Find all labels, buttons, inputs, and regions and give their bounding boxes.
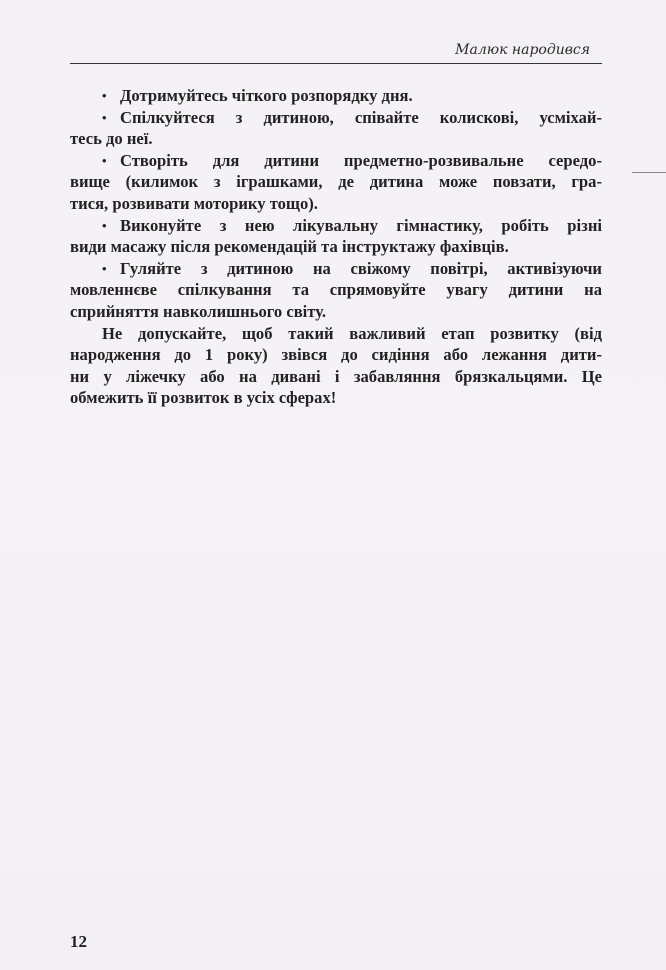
- line-text: народження до 1 року) звівся до сидіння або лежання дити-: [70, 345, 602, 365]
- bullet-item-line: [70, 258, 602, 280]
- header-rule: [70, 63, 602, 64]
- bullet-item-line: [70, 128, 602, 150]
- page-edge-mark: [632, 172, 666, 173]
- line-text: Виконуйте з нею лікувальну гімнастику, робіть різні: [120, 215, 602, 235]
- line-text: тися, розвивати моторику тощо).: [70, 193, 318, 213]
- bullet-icon: •: [102, 217, 107, 233]
- bullet-icon: •: [102, 260, 107, 276]
- paragraph-line: [70, 344, 602, 366]
- line-text: сприйняття навколишнього світу.: [70, 301, 326, 321]
- line-text: тесь до неї.: [70, 129, 153, 149]
- paragraph-line: [70, 323, 602, 345]
- line-text: Гуляйте з дитиною на свіжому повітрі, активізуючи: [120, 258, 602, 278]
- page-number: 12: [70, 932, 87, 951]
- bullet-item-line: [70, 215, 602, 237]
- bullet-icon: •: [102, 152, 107, 168]
- running-head-title: Малюк народився: [455, 42, 590, 58]
- bullet-item-line: [70, 193, 602, 215]
- line-text: обмежить її розвиток в усіх сферах!: [70, 388, 337, 408]
- line-text: вище (килимок з іграшками, де дитина може повзати, гра-: [70, 172, 602, 192]
- line-text: Створіть для дитини предметно-розвивальне середо-: [120, 150, 602, 170]
- bullet-icon: •: [102, 88, 107, 103]
- body-text: [70, 85, 602, 409]
- line-text: види масажу після рекомендацій та інструктажу фахівців.: [70, 237, 509, 257]
- bullet-item-line: [70, 279, 602, 301]
- bullet-item-line: [70, 150, 602, 172]
- bullet-item-line: [70, 171, 602, 193]
- bullet-item-line: [70, 301, 602, 323]
- bullet-item-line: [70, 236, 602, 258]
- bullet-item-line: [70, 107, 602, 129]
- bullet-item-line: [70, 85, 602, 107]
- paragraph-line: [70, 366, 602, 388]
- line-text: Не допускайте, щоб такий важливий етап розвитку (від: [102, 323, 602, 343]
- bullet-icon: •: [102, 109, 107, 125]
- line-text: Дотримуйтесь чіткого розпорядку дня.: [120, 86, 413, 105]
- paragraph-line: [70, 387, 602, 409]
- line-text: Спілкуйтеся з дитиною, співайте колискові, усміхай-: [120, 107, 602, 127]
- line-text: ни у ліжечку або на дивані і забавляння брязкальцями. Це: [70, 366, 602, 386]
- line-text: мовленнєве спілкування та спрямовуйте увагу дитини на: [70, 280, 602, 300]
